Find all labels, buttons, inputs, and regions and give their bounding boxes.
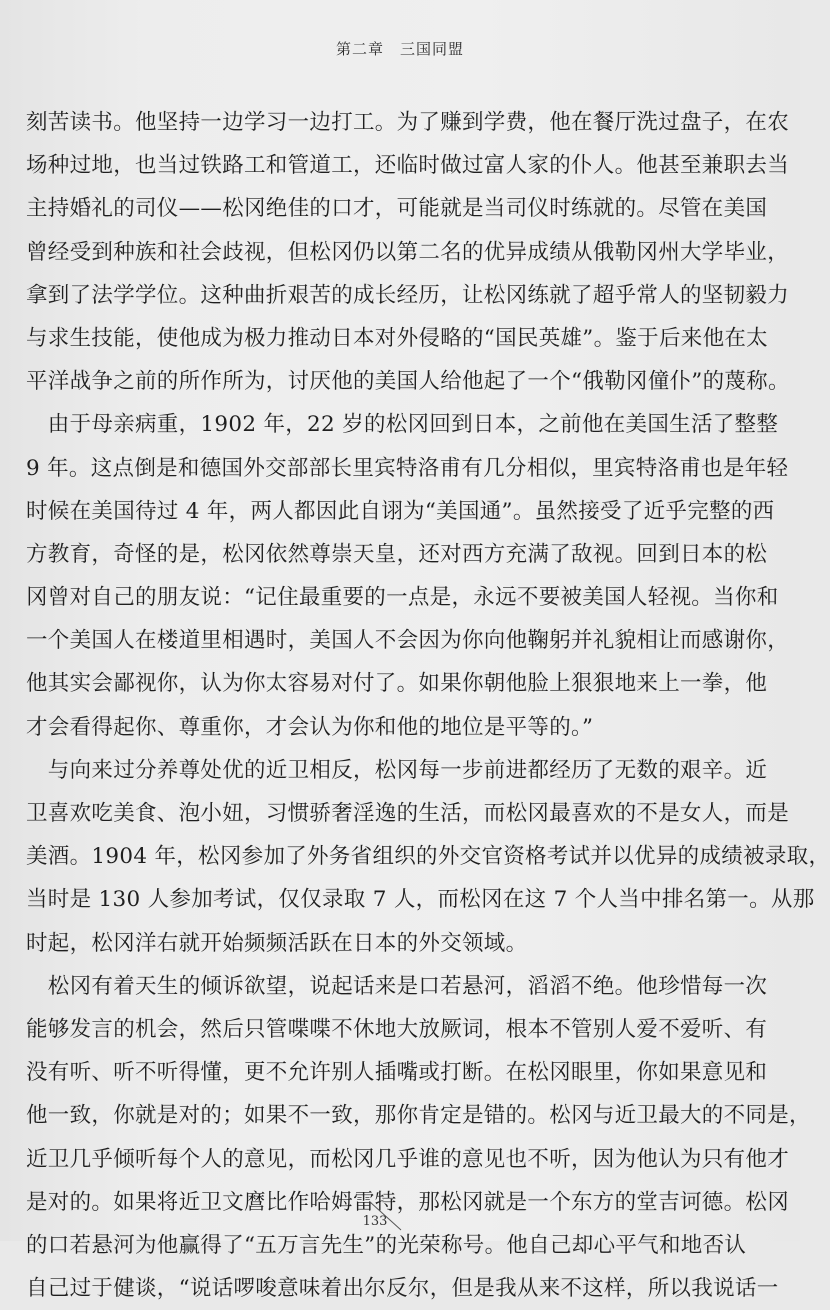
text-line: 一个美国人在楼道里相遇时，美国人不会因为你向他鞠躬并礼貌相让而感谢你， [26,628,790,654]
text-line: 平洋战争之前的所作所为，讨厌他的美国人给他起了一个“俄勒冈僮仆”的蔑称。 [26,369,790,395]
page-footer [0,1200,800,1240]
text-line: 的口若悬河为他赢得了“五万言先生”的光荣称号。他自己却心平气和地否认 [26,1232,747,1258]
text-line: 他一致，你就是对的；如果不一致，那你肯定是错的。松冈与近卫最大的不同是， [26,1103,811,1129]
text-line: 与求生技能，使他成为极力推动日本对外侵略的“国民英雄”。鉴于后来他在太 [26,325,768,351]
text-line: 冈曾对自己的朋友说：“记住最重要的一点是，永远不要被美国人轻视。当你和 [26,585,779,611]
text-line: 场种过地，也当过铁路工和管道工，还临时做过富人家的仆人。他甚至兼职去当 [26,153,790,179]
text-line: 时起，松冈洋右就开始频频活跃在日本的外交领域。 [26,930,528,956]
text-line: 卫喜欢吃美食、泡小妞，习惯骄奢淫逸的生活，而松冈最喜欢的不是女人，而是 [26,801,790,826]
running-head: 第二章 三国同盟 [335,40,464,58]
text-line: 自己过于健谈，“说话啰唆意味着出尔反尔，但是我从来不这样，所以我说话一 [26,1276,779,1302]
text-line: 能够发言的机会，然后只管喋喋不休地大放厥词，根本不管别人爱不爱听、有 [26,1016,768,1042]
text-line: 拿到了法学学位。这种曲折艰苦的成长经历，让松冈练就了超乎常人的坚韧毅力 [26,282,790,308]
text-line: 当时是 130 人参加考试，仅仅录取 7 人，而松冈在这 7 个人当中排名第一。从那 [26,887,815,913]
page-number: 133 [362,1214,388,1229]
text-line: 曾经受到种族和社会歧视，但松冈仍以第二名的优异成绩从俄勒冈州大学毕业， [26,239,790,265]
body-text [26,101,830,1310]
text-line: 没有听、听不听得懂，更不允许别人插嘴或打断。在松冈眼里，你如果意见和 [26,1060,768,1086]
text-line: 近卫几乎倾听每个人的意见，而松冈几乎谁的意见也不听，因为他认为只有他才 [26,1146,790,1172]
text-line: 9 年。这点倒是和德国外交部部长里宾特洛甫有几分相似，里宾特洛甫也是年轻 [26,455,789,481]
text-line: 主持婚礼的司仪——松冈绝佳的口才，可能就是当司仪时练就的。尽管在美国 [26,196,768,222]
text-line: 松冈有着天生的倾诉欲望，说起话来是口若悬河，滔滔不绝。他珍惜每一次 [26,973,768,999]
text-line: 美酒。1904 年，松冈参加了外务省组织的外交官资格考试并以优异的成绩被录取， [26,844,830,870]
text-line: 才会看得起你、尊重你，才会认为你和他的地位是平等的。” [26,714,594,740]
text-line: 方教育，奇怪的是，松冈依然尊崇天皇，还对西方充满了敌视。回到日本的松 [26,541,768,567]
text-line: 他其实会鄙视你，认为你太容易对付了。如果你朝他脸上狠狠地来上一拳，他 [26,671,768,697]
text-line: 时候在美国待过 4 年，两人都因此自诩为“美国通”。虽然接受了近乎完整的西 [26,498,775,524]
text-line: 刻苦读书。他坚持一边学习一边打工。为了赚到学费，他在餐厅洗过盘子，在农 [26,110,790,135]
text-line: 是对的。如果将近卫文麿比作哈姆雷特，那松冈就是一个东方的堂吉诃德。松冈 [26,1189,790,1215]
text-line: 由于母亲病重，1902 年，22 岁的松冈回到日本，之前他在美国生活了整整 [26,412,779,438]
text-line: 与向来过分养尊处优的近卫相反，松冈每一步前进都经历了无数的艰辛。近 [26,757,768,783]
